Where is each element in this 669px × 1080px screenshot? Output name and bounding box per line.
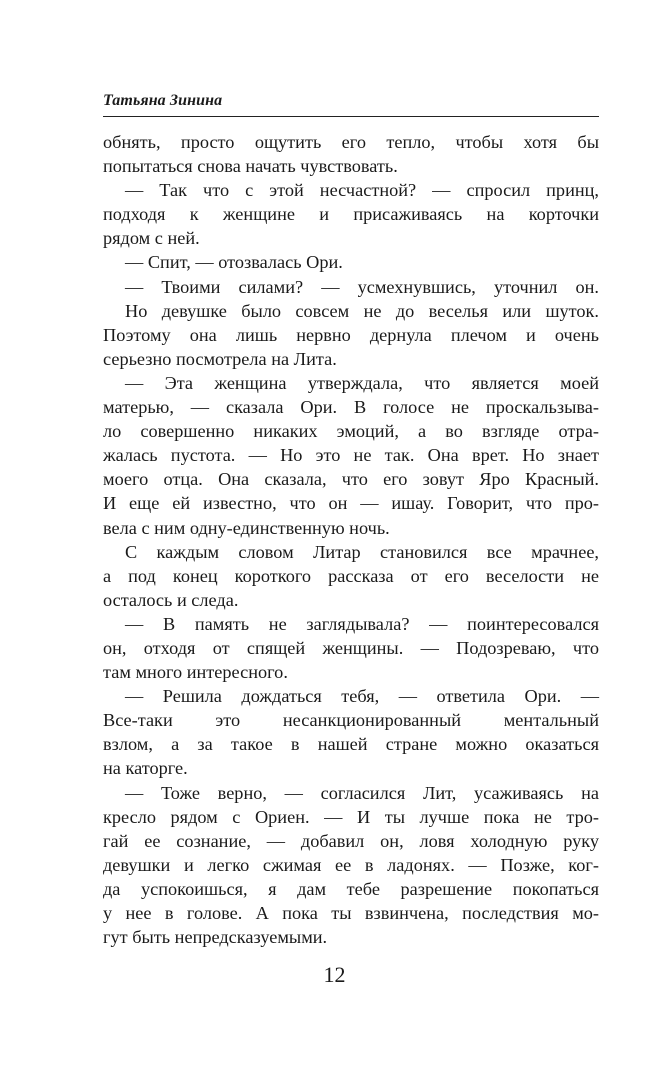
text-line: рядом с ней. — [103, 228, 200, 249]
text-line: — В память не заглядывала? — поинтересовался — [125, 613, 599, 634]
text-line: там много интересного. — [103, 662, 288, 683]
text-line: — Твоими силами? — усмехнувшись, уточнил он. — [125, 276, 599, 297]
text-line: Все-таки это несанкционированный ментальный — [103, 710, 599, 731]
text-line: подходя к женщине и присаживаясь на корточки — [103, 204, 599, 225]
text-line: — Решила дождаться тебя, — ответила Ори. — — [125, 686, 599, 707]
text-line: ло совершенно никаких эмоций, а во взгляде отра- — [103, 421, 599, 442]
text-line: С каждым словом Литар становился все мрачнее, — [125, 541, 599, 562]
text-line: попытаться снова начать чувствовать. — [103, 156, 398, 177]
text-line: он, отходя от спящей женщины. — Подозреваю, что — [103, 637, 599, 658]
text-line: — Спит, — отозвалась Ори. — [125, 252, 343, 273]
text-line: И еще ей известно, что он — ишау. Говорит, что про- — [103, 493, 599, 514]
text-line: Но девушке было совсем не до веселья или шуток. — [125, 300, 599, 321]
text-line: обнять, просто ощутить его тепло, чтобы хотя бы — [103, 132, 599, 152]
text-line: — Эта женщина утверждала, что является моей — [125, 372, 599, 393]
text-line: у нее в голове. А пока ты взвинчена, последствия мо- — [103, 903, 599, 923]
text-line: Поэтому она лишь нервно дернула плечом и очень — [103, 324, 599, 345]
text-line: кресло рядом с Ориен. — И ты лучше пока не тро- — [103, 806, 599, 827]
running-head: Татьяна Зинина — [103, 92, 223, 109]
text-line: на каторге. — [103, 758, 188, 779]
page-number: 12 — [323, 962, 346, 987]
text-line: — Тоже верно, — согласился Лит, усаживаясь на — [125, 782, 599, 803]
text-line: девушки и легко сжимая ее в ладонях. — Позже, ког- — [103, 854, 599, 875]
text-line: — Так что с этой несчастной? — спросил принц, — [125, 180, 599, 201]
text-line: осталось и следа. — [103, 589, 239, 610]
text-line: моего отца. Она сказала, что его зовут Яро Красный. — [103, 469, 599, 490]
text-line: гай ее сознание, — добавил он, ловя холодную руку — [103, 830, 599, 851]
body-text — [103, 130, 599, 949]
text-line: гут быть непредсказуемыми. — [103, 927, 328, 948]
text-line: взлом, а за такое в нашей стране можно оказаться — [103, 734, 599, 755]
text-line: матерью, — сказала Ори. В голосе не проскальзыва- — [103, 397, 599, 418]
text-line: жалась пустота. — Но это не так. Она врет. Но знает — [103, 445, 599, 466]
text-line: да успокоишься, я дам тебе разрешение покопаться — [103, 878, 599, 899]
text-line: серьезно посмотрела на Лита. — [103, 348, 337, 369]
text-line: вела с ним одну-единственную ночь. — [103, 517, 390, 538]
header-rule — [103, 116, 599, 117]
text-line: а под конец короткого рассказа от его веселости не — [103, 565, 599, 586]
